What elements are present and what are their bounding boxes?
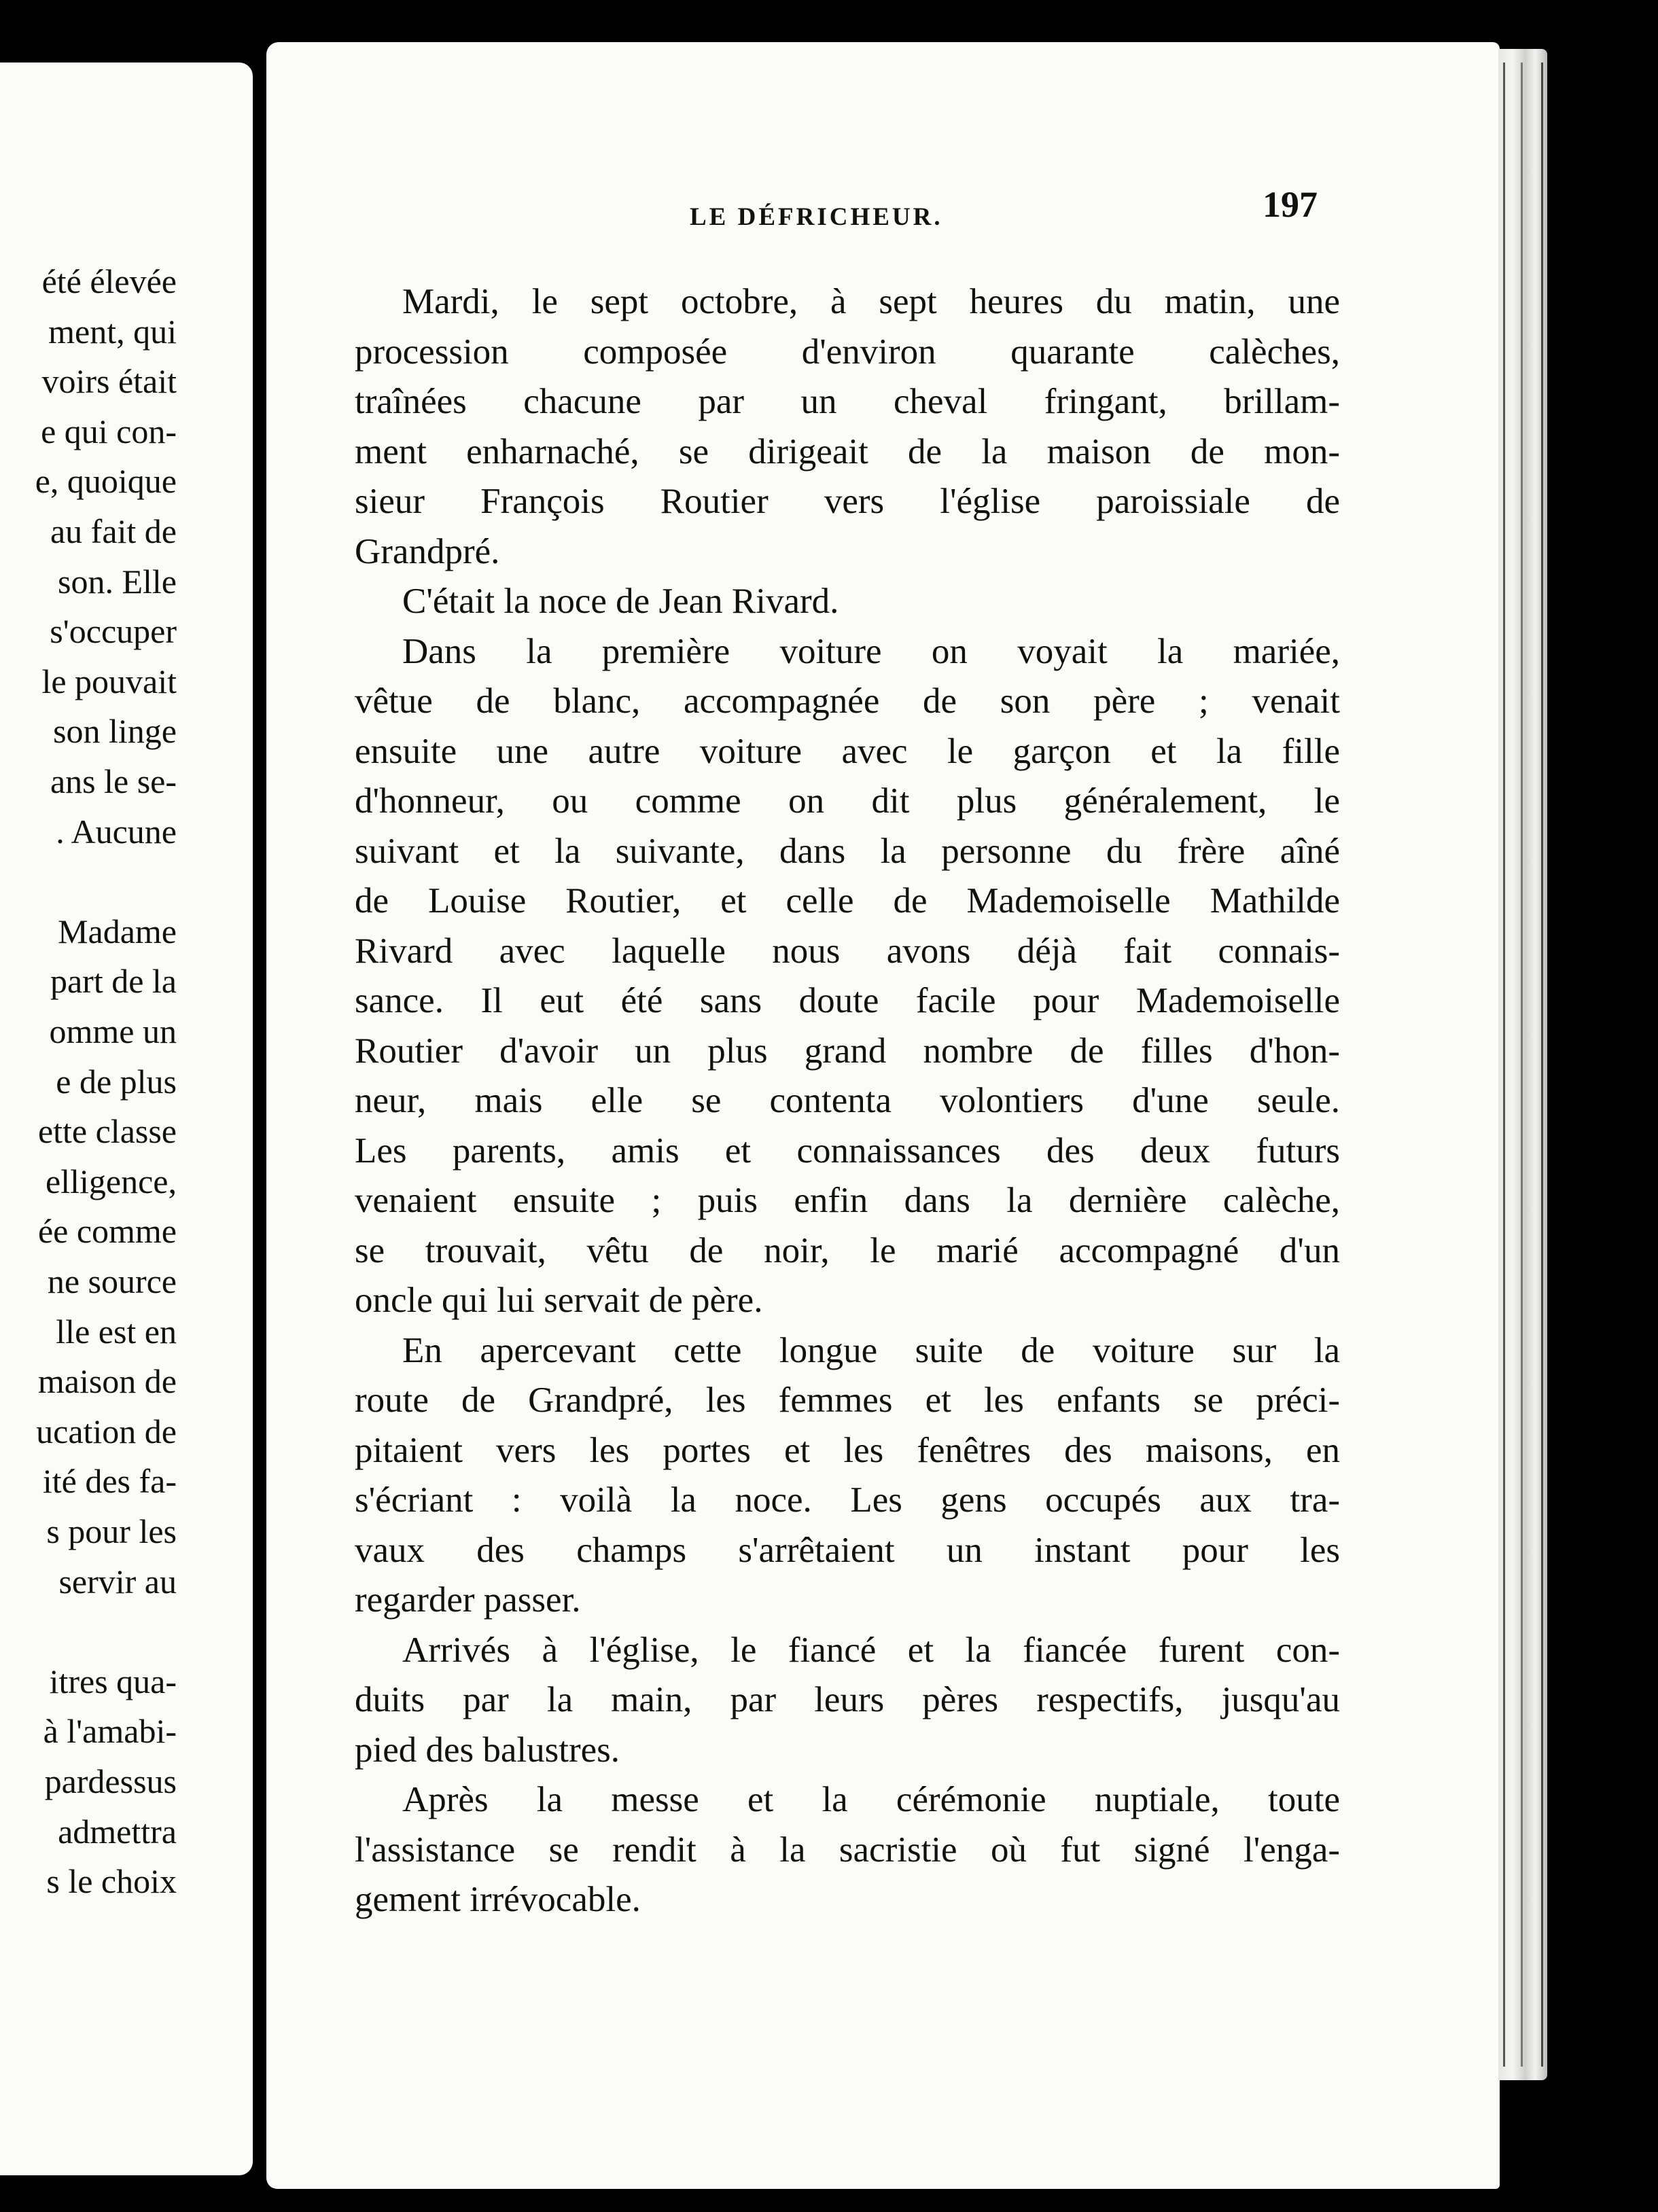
text-line: l'assistance se rendit à la sacristie où fut signé l'enga- — [355, 1830, 1340, 1870]
page-edge-line — [1521, 63, 1523, 2067]
text-line: Grandpré. — [355, 531, 500, 571]
text-line: pied des balustres. — [355, 1730, 620, 1770]
text-line: vêtue de blanc, accompagnée de son père ; venait — [355, 681, 1340, 721]
left-page-line: été élevée — [41, 262, 177, 300]
text-line: ensuite une autre voiture avec le garçon et la fille — [355, 731, 1340, 771]
text-line: En apercevant cette longue suite de voiture sur la — [402, 1330, 1340, 1370]
text-line: sance. Il eut été sans doute facile pour Mademoiselle — [355, 981, 1340, 1020]
text-line: s'écriant : voilà la noce. Les gens occupés aux tra- — [355, 1480, 1340, 1520]
left-page-line: ucation de — [36, 1412, 177, 1450]
left-page — [0, 63, 253, 2175]
left-page-line: à l'amabi- — [43, 1712, 177, 1751]
left-page-line: e de plus — [56, 1062, 177, 1101]
text-line: Rivard avec laquelle nous avons déjà fait connais- — [355, 931, 1340, 971]
page-edge-line — [1503, 63, 1505, 2067]
text-line: d'honneur, ou comme on dit plus généralement, le — [355, 781, 1340, 821]
text-line: route de Grandpré, les femmes et les enfants se préci- — [355, 1380, 1340, 1420]
left-page-line: pardessus — [44, 1762, 177, 1800]
text-line: Les parents, amis et connaissances des deux futurs — [355, 1130, 1340, 1171]
left-page-line: ans le se- — [50, 762, 177, 800]
text-line: ment enharnaché, se dirigeait de la maison de mon- — [355, 431, 1340, 471]
text-line: Dans la première voiture on voyait la mariée, — [402, 631, 1340, 671]
text-line: regarder passer. — [355, 1580, 581, 1620]
left-page-line: maison de — [37, 1362, 177, 1401]
text-line: duits par la main, par leurs pères respectifs, jusqu'au — [355, 1680, 1340, 1719]
text-line: venaient ensuite ; puis enfin dans la dernière calèche, — [355, 1181, 1340, 1220]
left-page-line: son. Elle — [58, 562, 177, 601]
text-line: Routier d'avoir un plus grand nombre de filles d'hon- — [355, 1031, 1340, 1071]
text-line: se trouvait, vêtu de noir, le marié accompagné d'un — [355, 1230, 1340, 1270]
text-line: procession composée d'environ quarante calèches, — [355, 332, 1340, 372]
left-page-line: lle est en — [56, 1312, 177, 1351]
text-line: C'était la noce de Jean Rivard. — [402, 582, 839, 621]
text-line: neur, mais elle se contenta volontiers d'une seule. — [355, 1081, 1340, 1120]
left-page-line: . Aucune — [56, 812, 177, 851]
left-page-line: part de la — [50, 962, 177, 1001]
text-line: pitaient vers les portes et les fenêtres des maisons, en — [355, 1430, 1340, 1470]
left-page-line: e, quoique — [35, 462, 177, 501]
left-page-line: voirs était — [41, 362, 177, 401]
text-line: sieur François Routier vers l'église paroissiale de — [355, 482, 1340, 521]
left-page-line: le pouvait — [41, 662, 177, 700]
left-page-line: son linge — [53, 712, 177, 751]
left-page-line: ne source — [47, 1262, 177, 1300]
left-page-line: elligence, — [46, 1162, 177, 1200]
text-line: gement irrévocable. — [355, 1880, 641, 1919]
left-page-line: ment, qui — [48, 312, 177, 351]
text-line: oncle qui lui servait de père. — [355, 1281, 763, 1320]
left-page-line: itres qua- — [49, 1662, 177, 1700]
left-page-line: admettra — [58, 1812, 177, 1851]
left-page-line: omme un — [49, 1012, 177, 1050]
left-page-line: s le choix — [46, 1862, 177, 1901]
body-text — [355, 277, 1340, 1925]
left-page-line: s'occuper — [50, 612, 177, 651]
left-page-line: ée comme — [37, 1212, 177, 1251]
left-page-line: servir au — [58, 1562, 177, 1601]
page-number: 197 — [1263, 184, 1318, 225]
left-page-line: Madame — [58, 912, 177, 950]
left-page-line: s pour les — [46, 1512, 177, 1550]
page-edge — [1498, 49, 1547, 2080]
text-line: de Louise Routier, et celle de Mademoiselle Mathilde — [355, 881, 1340, 921]
text-line: vaux des champs s'arrêtaient un instant pour les — [355, 1530, 1340, 1570]
running-title: LE DÉFRICHEUR. — [690, 203, 943, 231]
text-line: suivant et la suivante, dans la personne du frère aîné — [355, 831, 1340, 871]
text-line: traînées chacune par un cheval fringant, brillam- — [355, 382, 1340, 421]
text-line: Arrivés à l'église, le fiancé et la fiancée furent con- — [402, 1630, 1340, 1670]
left-page-line: e qui con- — [41, 412, 177, 450]
text-line: Mardi, le sept octobre, à sept heures du matin, une — [402, 282, 1340, 321]
left-page-line: au fait de — [50, 512, 177, 550]
left-page-line: ette classe — [37, 1112, 177, 1151]
text-line: Après la messe et la cérémonie nuptiale, toute — [402, 1780, 1340, 1819]
left-page-line: ité des fa- — [42, 1462, 177, 1501]
page-edge-line — [1541, 63, 1543, 2067]
